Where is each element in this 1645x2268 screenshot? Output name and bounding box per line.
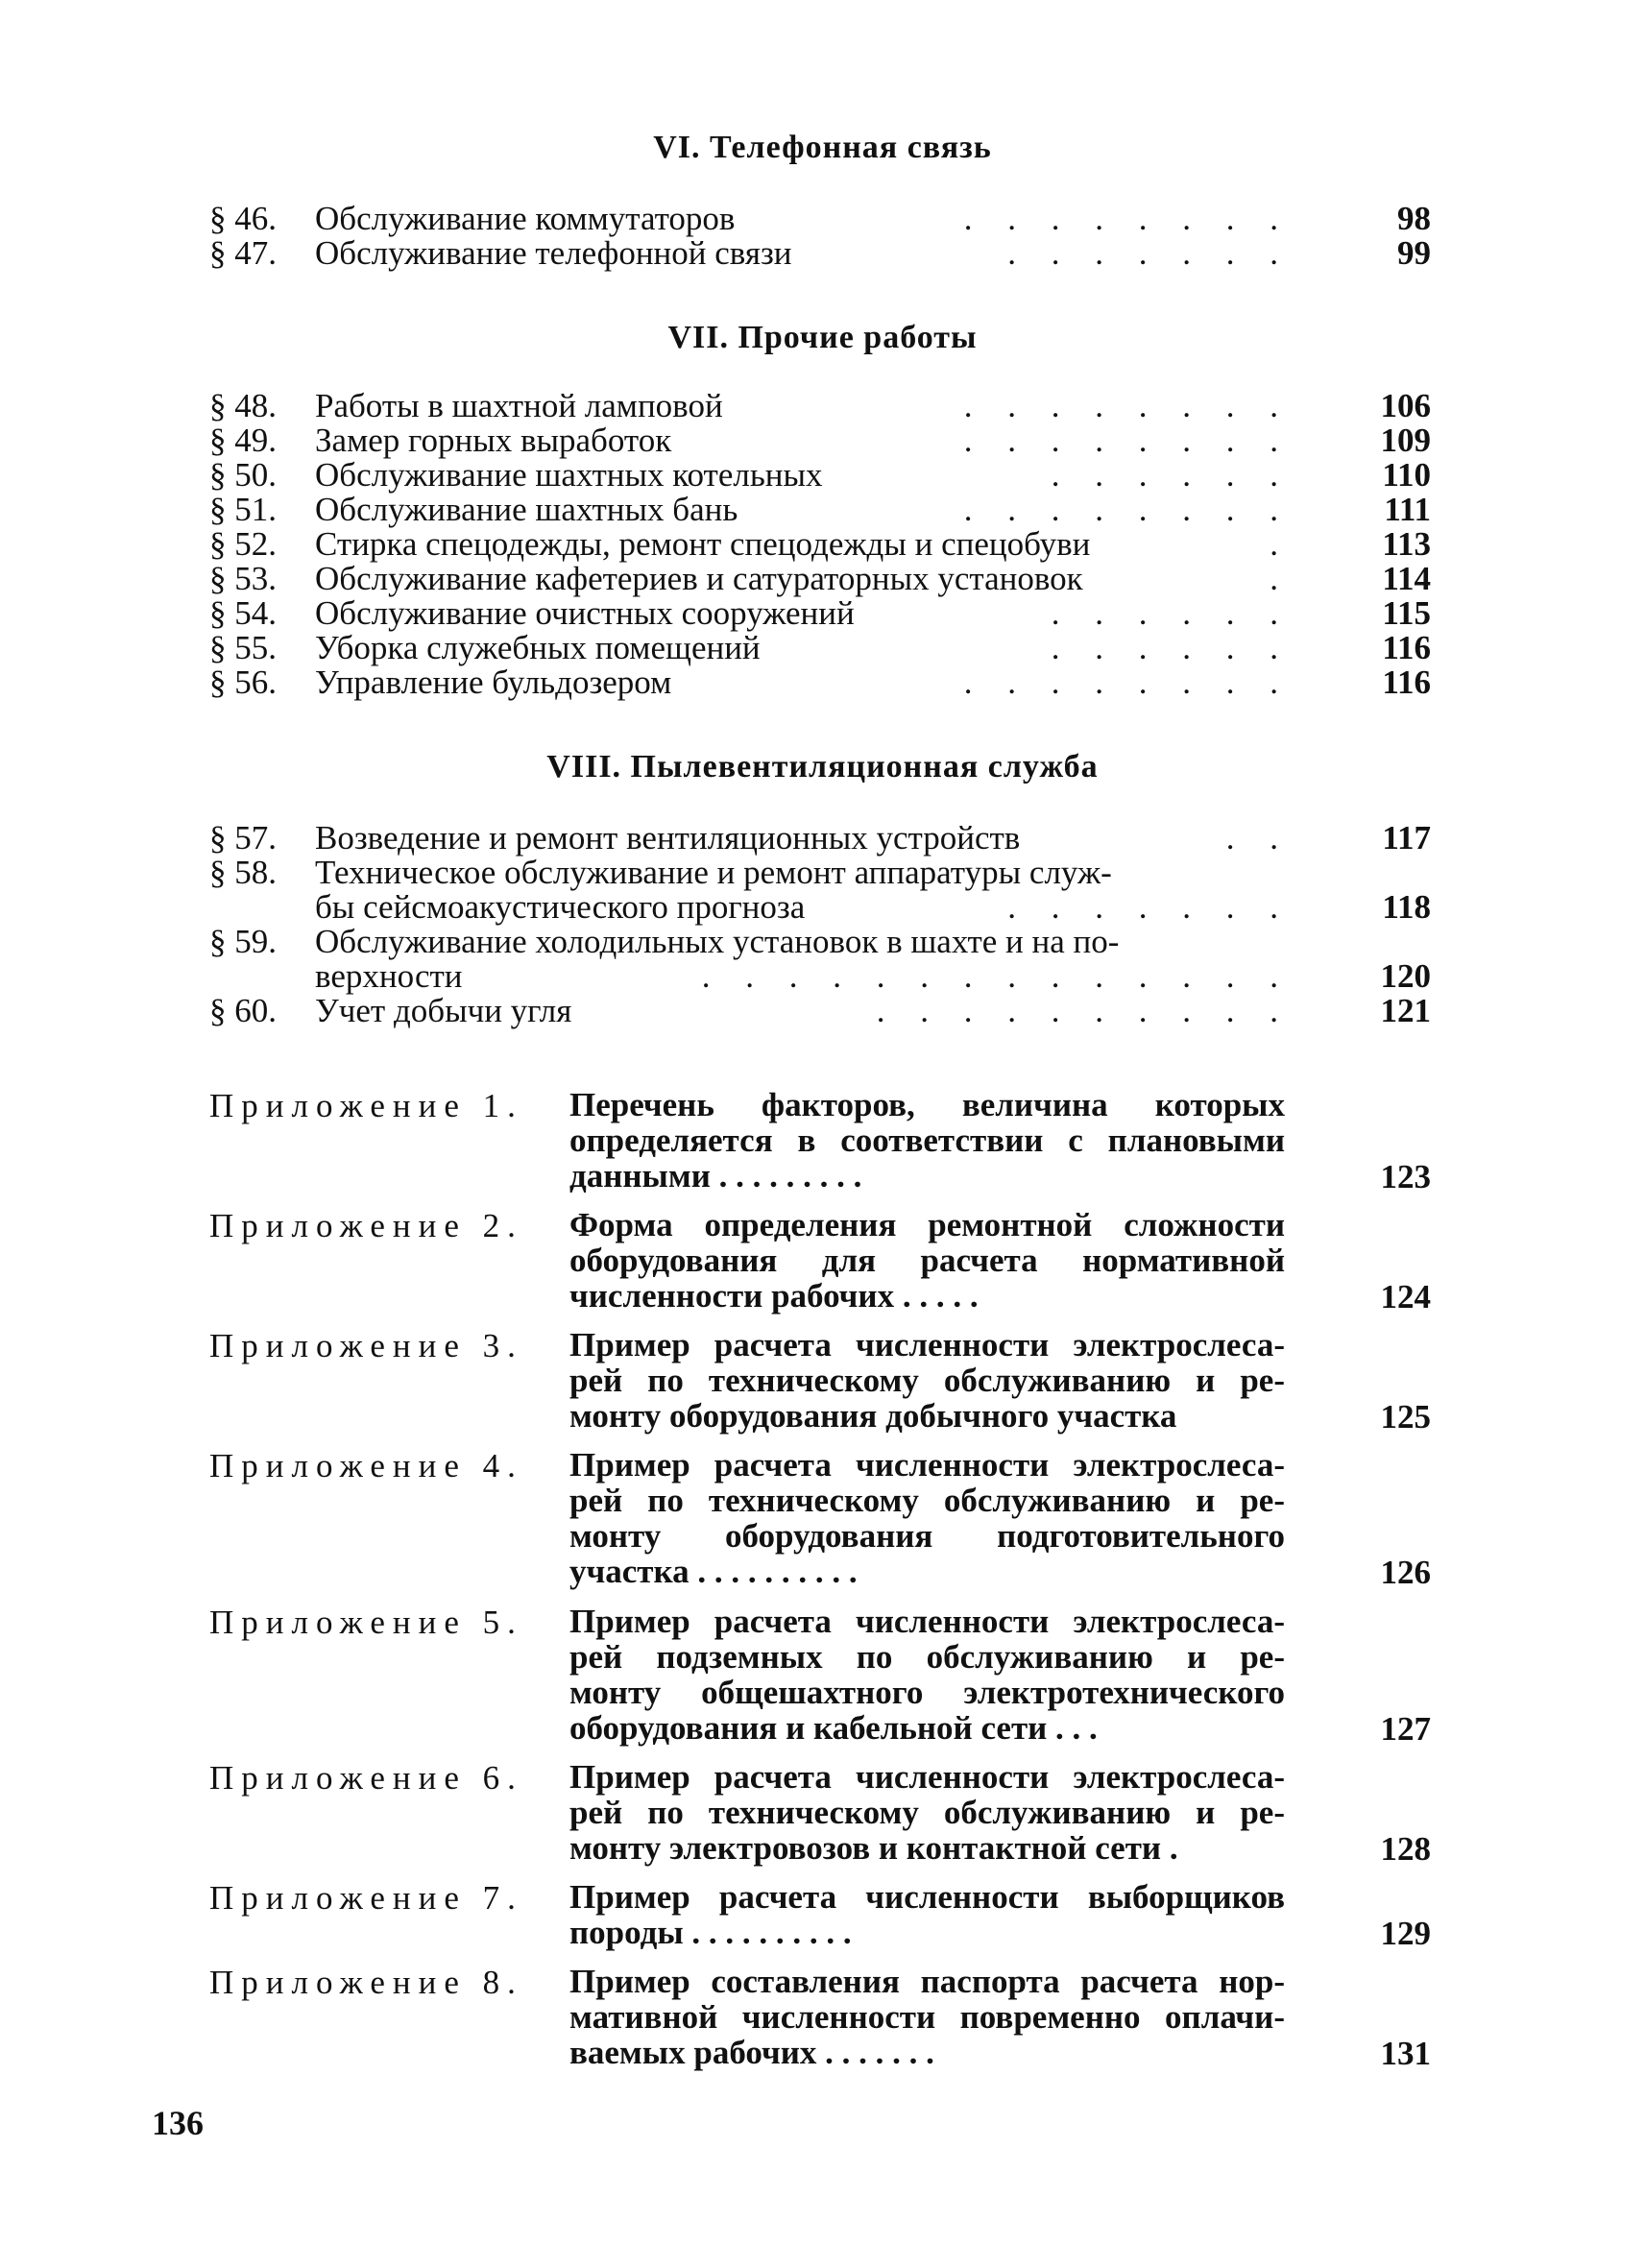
entry-number: § 50. (209, 456, 277, 494)
appendix-title-line: оборудования для расчета нормативной (569, 1242, 1285, 1279)
entry-number: § 48. (209, 387, 277, 424)
appendix-title (569, 1759, 1285, 1866)
entry-page: 115 (1382, 594, 1431, 632)
toc-entry-continuation (209, 959, 1431, 994)
appendix-title (569, 1879, 1285, 1950)
entry-title: Управление бульдозером (315, 664, 672, 701)
toc-entry (209, 527, 1431, 562)
appendix-label: Приложение 3. (209, 1327, 523, 1364)
appendix-title-line: монту общешахтного электротехнического (569, 1674, 1285, 1711)
appendix-title-line: Перечень факторов, величина которых (569, 1086, 1285, 1123)
appendix-title-line: монту оборудования подготовительного (569, 1517, 1285, 1555)
toc-section-vi (209, 202, 1431, 271)
appendix-page: 128 (1380, 1830, 1431, 1868)
leader-dots: . . . . . . . . (963, 387, 1292, 424)
entry-number: § 47. (209, 234, 277, 272)
appendix-title (569, 1964, 1285, 2070)
entry-page: 120 (1380, 957, 1431, 995)
entry-page: 109 (1380, 422, 1431, 459)
toc-entry (209, 665, 1431, 700)
toc-entry (209, 631, 1431, 665)
appendix-title-line: монту электровозов и контактной сети . (569, 1829, 1178, 1867)
page-number: 136 (152, 2104, 204, 2142)
entry-number: § 54. (209, 594, 277, 632)
leader-dots: . . . . . . (1051, 594, 1292, 632)
entry-page: 111 (1384, 491, 1431, 528)
entry-page: 99 (1397, 234, 1431, 272)
entry-page: 113 (1382, 525, 1431, 563)
leader-dots: . . (1225, 819, 1292, 857)
appendix-page: 129 (1380, 1915, 1431, 1952)
entry-number: § 53. (209, 560, 277, 597)
leader-dots: . . . . . . (1051, 629, 1292, 666)
entry-page: 118 (1382, 888, 1431, 926)
entry-title: Стирка спецодежды, ремонт спецодежды и спецобуви (315, 525, 1091, 563)
leader-dots: . (1270, 560, 1292, 597)
toc-entry (209, 493, 1431, 527)
toc-entry (209, 596, 1431, 631)
entry-title: Техническое обслуживание и ремонт аппаратуры служ- (315, 854, 1112, 891)
entry-title: Обслуживание кафетериев и сатураторных установок (315, 560, 1083, 597)
appendix-title-line: оборудования и кабельной сети . . . (569, 1709, 1098, 1747)
entry-number: § 49. (209, 422, 277, 459)
toc-entry (209, 423, 1431, 458)
toc-entry (209, 202, 1431, 236)
appendix-page: 131 (1380, 2035, 1431, 2072)
entry-number: § 57. (209, 819, 277, 857)
appendix-title (569, 1087, 1285, 1194)
appendix-page: 127 (1380, 1710, 1431, 1748)
entry-number: § 51. (209, 491, 277, 528)
entry-page: 110 (1382, 456, 1431, 494)
appendix-title-line: Пример составления паспорта расчета нор- (569, 1963, 1285, 2000)
toc-entry (209, 389, 1431, 423)
entry-title: Обслуживание холодильных установок в шахте и на по- (315, 923, 1120, 960)
entry-title: Уборка служебных помещений (315, 629, 761, 666)
appendix-page: 123 (1380, 1158, 1431, 1195)
appendix-title-line: рей по техническому обслуживанию и ре- (569, 1362, 1285, 1399)
appendix-title-line: монту оборудования добычного участка (569, 1397, 1177, 1435)
appendix-label: Приложение 1. (209, 1087, 523, 1124)
appendix-page: 124 (1380, 1278, 1431, 1315)
appendix-page: 126 (1380, 1554, 1431, 1591)
entry-number: § 60. (209, 992, 277, 1029)
appendix-label: Приложение 5. (209, 1604, 523, 1641)
appendix-title-line: определяется в соответствии с плановыми (569, 1122, 1285, 1159)
toc-entry (209, 821, 1431, 856)
appendix-page: 125 (1380, 1398, 1431, 1436)
appendix-title-line: мативной численности повременно оплачи- (569, 1998, 1285, 2036)
appendix-label: Приложение 2. (209, 1207, 523, 1244)
appendix-title-line: породы . . . . . . . . . . (569, 1914, 852, 1951)
appendix-title-line: Пример расчета численности электрослеса- (569, 1758, 1285, 1796)
leader-dots: . . . . . . . . (963, 491, 1292, 528)
leader-dots: . . . . . . . . . . (876, 992, 1292, 1029)
toc-entry-continuation (209, 890, 1431, 925)
leader-dots: . . . . . . . . (963, 422, 1292, 459)
appendix-title-line: Пример расчета численности выборщиков (569, 1878, 1285, 1916)
appendix-title-line: Пример расчета численности электрослеса- (569, 1446, 1285, 1484)
entry-page: 117 (1382, 819, 1431, 857)
appendix-title (569, 1207, 1285, 1314)
entry-title: Учет добычи угля (315, 992, 572, 1029)
toc-entry (209, 856, 1431, 890)
leader-dots: . . . . . . . . (963, 200, 1292, 237)
entry-title: Возведение и ремонт вентиляционных устройств (315, 819, 1021, 857)
toc-entry (209, 925, 1431, 959)
entry-title: Замер горных выработок (315, 422, 672, 459)
toc-entry (209, 994, 1431, 1028)
entry-page: 116 (1382, 629, 1431, 666)
appendix-label: Приложение 7. (209, 1879, 523, 1917)
toc-entry (209, 236, 1431, 271)
toc-section-vii (209, 389, 1431, 700)
section-heading-vi: VI. Телефонная связь (653, 130, 992, 165)
appendix-title (569, 1447, 1285, 1589)
toc-entry (209, 562, 1431, 596)
leader-dots: . . . . . . . . . . . . . . (701, 957, 1292, 995)
entry-title: Работы в шахтной ламповой (315, 387, 723, 424)
entry-title: верхности (315, 957, 463, 995)
entry-title: Обслуживание очистных сооружений (315, 594, 855, 632)
appendix-title-line: Пример расчета численности электрослеса- (569, 1603, 1285, 1640)
entry-number: § 52. (209, 525, 277, 563)
appendix-label: Приложение 4. (209, 1447, 523, 1484)
appendix-title-line: численности рабочих . . . . . (569, 1277, 979, 1315)
entry-page: 116 (1382, 664, 1431, 701)
section-heading-viii: VIII. Пылевентиляционная служба (546, 749, 1099, 784)
section-heading-vii: VII. Прочие работы (667, 320, 978, 355)
entry-number: § 56. (209, 664, 277, 701)
entry-title: бы сейсмоакустического прогноза (315, 888, 806, 926)
appendix-title-line: ваемых рабочих . . . . . . . (569, 2034, 934, 2071)
appendix-title (569, 1604, 1285, 1746)
leader-dots: . (1270, 525, 1292, 563)
entry-title: Обслуживание шахтных бань (315, 491, 738, 528)
appendix-label: Приложение 8. (209, 1964, 523, 2001)
entry-number: § 55. (209, 629, 277, 666)
entry-page: 114 (1382, 560, 1431, 597)
entry-page: 106 (1380, 387, 1431, 424)
entry-number: § 59. (209, 923, 277, 960)
entry-title: Обслуживание коммутаторов (315, 200, 736, 237)
entry-page: 121 (1380, 992, 1431, 1029)
toc-entry (209, 458, 1431, 493)
appendix-title-line: данными . . . . . . . . . (569, 1157, 862, 1194)
appendix-title-line: рей по техническому обслуживанию и ре- (569, 1482, 1285, 1519)
entry-title: Обслуживание телефонной связи (315, 234, 792, 272)
appendix-title-line: Пример расчета численности электрослеса- (569, 1326, 1285, 1363)
entry-title: Обслуживание шахтных котельных (315, 456, 823, 494)
leader-dots: . . . . . . . . (963, 664, 1292, 701)
leader-dots: . . . . . . . (1007, 234, 1292, 272)
appendix-label: Приложение 6. (209, 1759, 523, 1797)
appendix-title-line: рей подземных по обслуживанию и ре- (569, 1638, 1285, 1676)
appendix-title-line: участка . . . . . . . . . . (569, 1553, 858, 1590)
leader-dots: . . . . . . (1051, 456, 1292, 494)
appendix-title-line: рей по техническому обслуживанию и ре- (569, 1794, 1285, 1831)
appendix-title (569, 1327, 1285, 1434)
entry-number: § 46. (209, 200, 277, 237)
entry-number: § 58. (209, 854, 277, 891)
leader-dots: . . . . . . . (1007, 888, 1292, 926)
entry-page: 98 (1397, 200, 1431, 237)
appendix-title-line: Форма определения ремонтной сложности (569, 1206, 1285, 1243)
toc-section-viii (209, 821, 1431, 1028)
